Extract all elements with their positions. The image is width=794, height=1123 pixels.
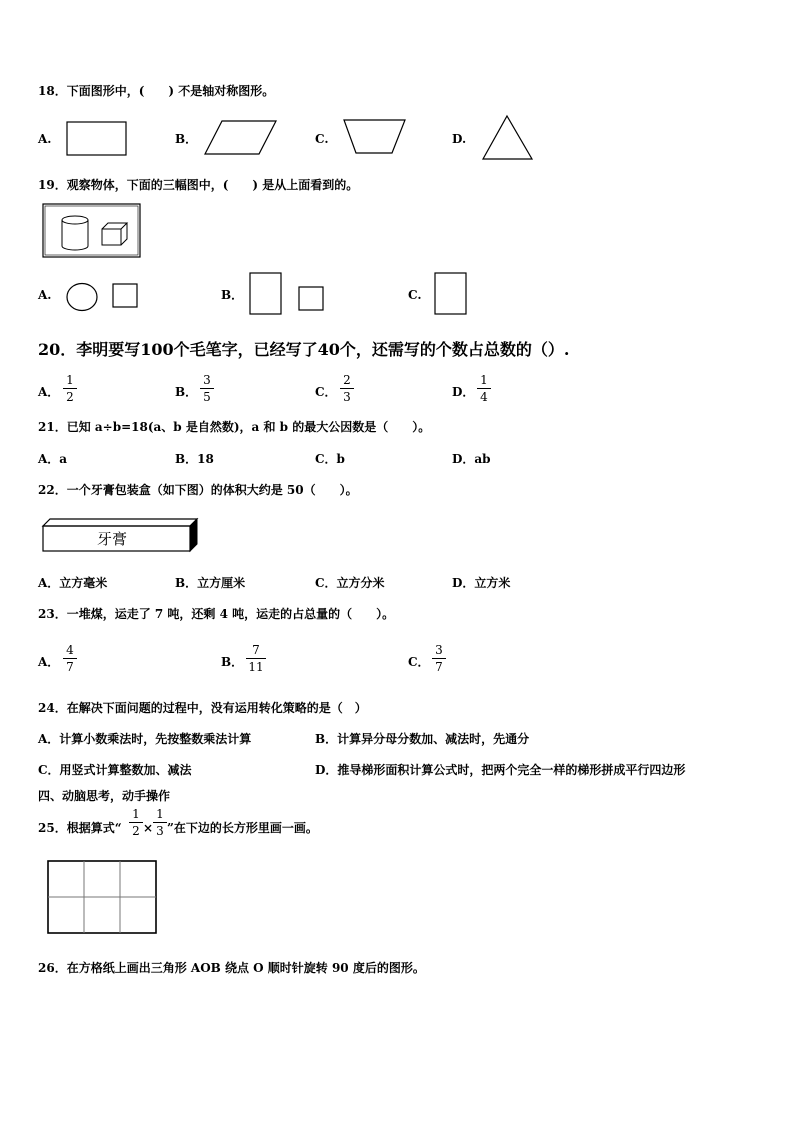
q25-suffix: ”在下边的长方形里画一画。 xyxy=(167,821,318,835)
q21-option-b: B．18 xyxy=(175,452,214,466)
q21-option-a: A．a xyxy=(38,452,68,466)
q24-option-b: B．计算异分母分数加、减法时，先通分 xyxy=(315,732,530,746)
cube-icon xyxy=(102,223,127,245)
q24-option-d: D．推导梯形面积计算公式时，把两个完全一样的梯形拼成平行四边形 xyxy=(315,763,686,777)
q26-stem: 26．在方格纸上画出三角形 AOB 绕点 O 顺时针旋转 90 度后的图形。 xyxy=(38,961,425,975)
q18-option-a-label: A. xyxy=(38,132,52,146)
trapezoid-figure xyxy=(343,119,407,155)
q19-stem: 19．观察物体，下面的三幅图中，( ) 是从上面看到的。 xyxy=(38,178,359,192)
q18-option-d-label: D. xyxy=(452,132,467,146)
q20-option-d-label: D． xyxy=(452,385,475,399)
q21-option-d: D．ab xyxy=(452,452,491,466)
triangle-figure xyxy=(482,115,534,161)
q18-option-c-label: C. xyxy=(315,132,329,146)
q20-option-c-fraction: 2 3 xyxy=(340,374,354,404)
q22-option-b: B．立方厘米 xyxy=(175,576,246,590)
q19-option-b-label: B． xyxy=(221,288,244,302)
q21-stem: 21．已知 a÷b=18(a、b 是自然数)，a 和 b 的最大公因数是（ ）。 xyxy=(38,420,431,434)
q23-option-c-label: C． xyxy=(408,655,430,669)
q23-stem: 23．一堆煤，运走了 7 吨，还剩 4 吨，运走的占总量的（ ）。 xyxy=(38,607,395,621)
q25-prefix: 25．根据算式“ xyxy=(38,821,122,835)
q22-option-d: D．立方米 xyxy=(452,576,511,590)
q18-stem: 18．下面图形中，( ) 不是轴对称图形。 xyxy=(38,84,275,98)
q23-option-b-fraction: 7 11 xyxy=(246,644,266,674)
section-heading: 四、动脑思考，动手操作 xyxy=(38,789,171,803)
objects-cylinder-cube-figure xyxy=(42,203,142,259)
q20-option-c-label: C． xyxy=(315,385,337,399)
q23-option-c-fraction: 3 7 xyxy=(432,644,446,674)
q23-option-b-label: B． xyxy=(221,655,244,669)
tall-rect-view xyxy=(434,272,470,316)
q25-times-sign: × xyxy=(143,821,154,835)
q18-option-b-label: B． xyxy=(175,132,198,146)
q20-stem: 20．李明要写100个毛笔字，已经写了40个，还需写的个数占总数的（）. xyxy=(38,340,570,359)
cylinder-icon xyxy=(62,216,88,250)
q23-option-a-fraction: 4 7 xyxy=(63,644,77,674)
rectangle-figure xyxy=(66,121,128,157)
q24-stem: 24．在解决下面问题的过程中，没有运用转化策略的是（ ） xyxy=(38,701,367,715)
tall-rect-square-view xyxy=(249,272,327,316)
q22-option-c: C．立方分米 xyxy=(315,576,385,590)
q22-option-a: A．立方毫米 xyxy=(38,576,108,590)
q21-option-c: C．b xyxy=(315,452,345,466)
q19-option-c-label: C. xyxy=(408,288,422,302)
q22-stem: 22．一个牙膏包装盒（如下图）的体积大约是 50（ ）。 xyxy=(38,483,358,497)
parallelogram-figure xyxy=(204,120,278,156)
q20-option-d-fraction: 1 4 xyxy=(477,374,491,404)
circle-square-view xyxy=(66,281,142,313)
q19-option-a-label: A. xyxy=(38,288,52,302)
q24-option-a: A．计算小数乘法时，先按整数乘法计算 xyxy=(38,732,252,746)
q20-option-a-label: A． xyxy=(38,385,60,399)
q24-option-c: C．用竖式计算整数加、减法 xyxy=(38,763,192,777)
q25-fraction-1: 1 2 xyxy=(129,808,143,838)
q23-option-a-label: A． xyxy=(38,655,60,669)
rectangle-grid-figure xyxy=(47,860,159,936)
q20-option-a-fraction: 1 2 xyxy=(63,374,77,404)
q20-option-b-fraction: 3 5 xyxy=(200,374,214,404)
q20-option-b-label: B． xyxy=(175,385,198,399)
q25-fraction-2: 1 3 xyxy=(153,808,167,838)
toothpaste-box-label: 牙膏 xyxy=(97,530,128,548)
